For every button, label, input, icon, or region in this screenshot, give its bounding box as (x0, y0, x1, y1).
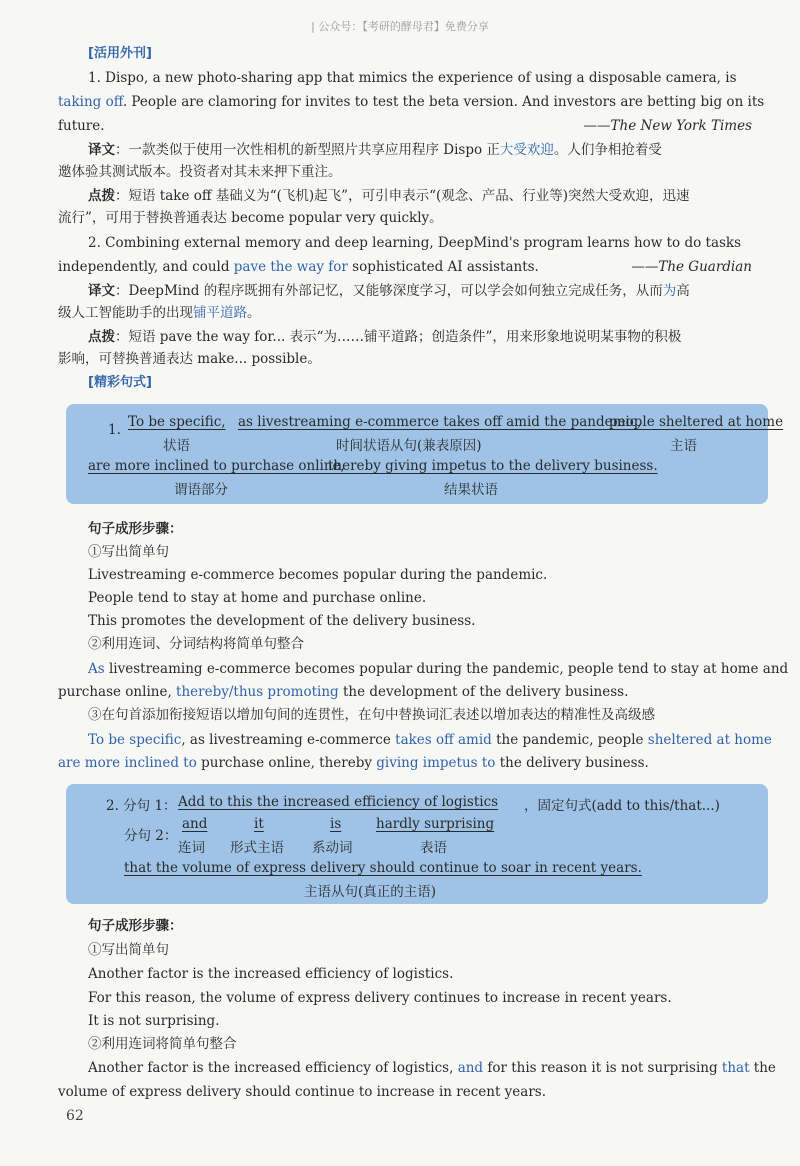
box2-clause1-label: 2. 分句 1： (106, 798, 177, 814)
ex1-translation-line-1 (88, 140, 776, 160)
box1-label-3: 主语 (670, 438, 697, 454)
steps2-step1-line2: For this reason, the volume of express delivery continues to increase in recent years. (88, 990, 672, 1006)
s3-l2-a: are more inclined to (58, 755, 197, 771)
steps2-title: 句子成形步骤： (88, 918, 183, 934)
steps2-step1-line3: It is not surprising. (88, 1013, 220, 1029)
ex2-tr2-b: 铺平道路 (193, 305, 247, 321)
ex2-english-line-2 (58, 257, 776, 277)
ex2-translation-line-2 (58, 303, 776, 323)
steps1-title: 句子成形步骤： (88, 521, 183, 537)
box1-part-3: people sheltered at home (609, 414, 784, 430)
steps1-step1-line2: People tend to stay at home and purchase online. (88, 590, 427, 606)
st2-a: Another factor is the increased efficiency of logistics, (88, 1060, 458, 1076)
box2-subject-clause-label: 主语从句(真正的主语) (304, 884, 437, 900)
ex1-english-line-2 (58, 92, 776, 112)
header-note: | 公众号：【考研的酵母君】免费分享 (311, 20, 489, 33)
ex2-tip-text: ：短语 pave the way for... 表示“为……铺平道路；创造条件”，用来形象地说明某事物的积极 (115, 329, 682, 345)
source-guardian: ——The Guardian (631, 259, 752, 275)
box2-subject-clause: that the volume of express delivery should continue to soar in recent years. (124, 860, 642, 876)
steps1-step2: ②利用连词、分词结构将简单句整合 (88, 636, 304, 652)
box2-word-and: and (182, 816, 208, 832)
source-nyt: ——The New York Times (583, 118, 752, 134)
st2-d: that (721, 1060, 750, 1076)
box1-label-5: 结果状语 (444, 482, 498, 498)
ex1-english-line-2-rest: . People are clamoring for invites to test the beta version. And investors are betting big on its (122, 94, 765, 110)
ex2-en-a: independently, and could (58, 259, 234, 275)
tip-label: 点拨 (88, 329, 115, 345)
box1-part-4: are more inclined to purchase online, (88, 458, 345, 474)
ex2-tr-c: 高 (676, 283, 690, 299)
ex2-tr2-a: 级人工智能助手的出现 (58, 305, 193, 321)
steps1-step2-line1 (88, 659, 789, 679)
st2-c: for this reason it is not surprising (483, 1060, 722, 1076)
steps1-step2-line2 (58, 682, 776, 702)
ex1-tr-a: ：一款类似于使用一次性相机的新型照片共享应用程序 Dispo 正 (115, 142, 500, 158)
translation-label: 译文 (88, 142, 115, 158)
s3-l1-b: , as livestreaming e-commerce (181, 732, 396, 748)
steps1-step1-line3: This promotes the development of the delivery business. (88, 613, 476, 629)
ex1-tr-c: 。人们争相抢着受 (553, 142, 662, 158)
box2-word-is: is (330, 816, 342, 832)
tip-label: 点拨 (88, 188, 115, 204)
ex2-translation-line-1 (88, 281, 776, 301)
s3-l2-c: giving impetus to (376, 755, 496, 771)
box2-clause1-note: ，固定句式(add to this/that...) (524, 798, 720, 814)
steps1-step1-line1: Livestreaming e-commerce becomes popular during the pandemic. (88, 567, 548, 583)
section-title-sentences: [精彩句式] (88, 375, 152, 390)
s3-l2-d: the delivery business. (495, 755, 649, 771)
box1-part-5: thereby giving impetus to the delivery business. (328, 458, 658, 474)
ex1-tip-text: ：短语 take off 基础义为“(飞机)起飞”，可引申表示“(观念、产品、行业等)突然大受欢迎，迅速 (115, 188, 690, 204)
box2-label-and: 连词 (178, 840, 205, 856)
steps2-step2: ②利用连词将简单句整合 (88, 1036, 237, 1052)
box1-label-4: 谓语部分 (174, 482, 228, 498)
ex2-en-c: sophisticated AI assistants. (347, 259, 539, 275)
st2-b: and (457, 1060, 484, 1076)
s3-l1-c: takes off amid (395, 732, 492, 748)
s2-l1-as: As (88, 661, 105, 677)
translation-label: 译文 (88, 283, 115, 299)
ex2-tip-line-1 (88, 327, 776, 347)
steps1-step1: ①写出简单句 (88, 544, 169, 560)
ex2-english-line-1: 2. Combining external memory and deep learning, DeepMind's program learns how to do tasks (88, 235, 742, 251)
steps2-step2-line2: volume of express delivery should continue to increase in recent years. (58, 1084, 547, 1100)
steps2-step2-line1 (88, 1058, 776, 1078)
st2-e: the (749, 1060, 776, 1076)
ex2-tr2-c: 。 (247, 305, 261, 321)
ex1-english-line-3 (58, 116, 776, 136)
ex1-translation-line-2: 邀体验其测试版本。投资者对其未来押下重注。 (58, 164, 342, 180)
s3-l1-a: To be specific (88, 732, 182, 748)
box2-clause1-text: Add to this the increased efficiency of logistics (178, 794, 499, 810)
box2-clause2-label: 分句 2： (124, 828, 178, 844)
box1-number: 1. (108, 422, 121, 438)
s3-l2-b: purchase online, thereby (196, 755, 377, 771)
ex1-english-line-3-text: future. (58, 118, 105, 134)
box2-label-is: 系动词 (312, 840, 353, 856)
s3-l1-d: the pandemic, people (491, 732, 648, 748)
box1-part-1: To be specific, (128, 414, 226, 430)
box2-label-it: 形式主语 (230, 840, 284, 856)
s2-l2-c: the development of the delivery business. (338, 684, 629, 700)
phrase-taking-off: taking off (58, 94, 123, 110)
box2-word-it: it (254, 816, 264, 832)
box1-label-1: 状语 (163, 438, 190, 454)
sentence-analysis-box-2 (66, 784, 768, 904)
steps1-step3-line2 (58, 753, 776, 773)
s2-l2-b: thereby/thus promoting (176, 684, 339, 700)
box2-label-hs: 表语 (420, 840, 447, 856)
phrase-pave-the-way-for: pave the way for (233, 259, 348, 275)
ex1-english-line-1: 1. Dispo, a new photo-sharing app that mimics the experience of using a disposable camera, is (88, 70, 737, 86)
ex2-tip-line-2: 影响，可替换普通表达 make... possible。 (58, 351, 321, 367)
box1-part-2: as livestreaming e-commerce takes off amid the pandemic, (238, 414, 642, 430)
ex2-tr-a: ：DeepMind 的程序既拥有外部记忆，又能够深度学习，可以学会如何独立完成任务，从而 (115, 283, 663, 299)
box1-label-2: 时间状语从句(兼表原因) (336, 438, 482, 454)
s3-l1-e: sheltered at home (647, 732, 772, 748)
ex2-tr-b: 为 (662, 283, 677, 299)
steps2-step1: ①写出简单句 (88, 942, 169, 958)
page-number: 62 (66, 1108, 84, 1124)
s2-l2-a: purchase online, (58, 684, 177, 700)
steps1-step3-line1 (88, 730, 776, 750)
s2-l1-rest: livestreaming e-commerce becomes popular during the pandemic, people tend to stay at home and (104, 661, 789, 677)
ex1-tip-line-2: 流行”，可用于替换普通表达 become popular very quickly。 (58, 210, 443, 226)
ex1-tr-highlight: 大受欢迎 (499, 142, 554, 158)
steps2-step1-line1: Another factor is the increased efficiency of logistics. (88, 966, 454, 982)
section-title-magazine: [活用外刊] (88, 46, 152, 61)
ex1-tip-line-1 (88, 186, 776, 206)
steps1-step3: ③在句首添加衔接短语以增加句间的连贯性，在句中替换词汇表述以增加表达的精准性及高级感 (88, 707, 655, 723)
sentence-analysis-box-1 (66, 404, 784, 504)
box2-word-hardly-surprising: hardly surprising (376, 816, 495, 832)
